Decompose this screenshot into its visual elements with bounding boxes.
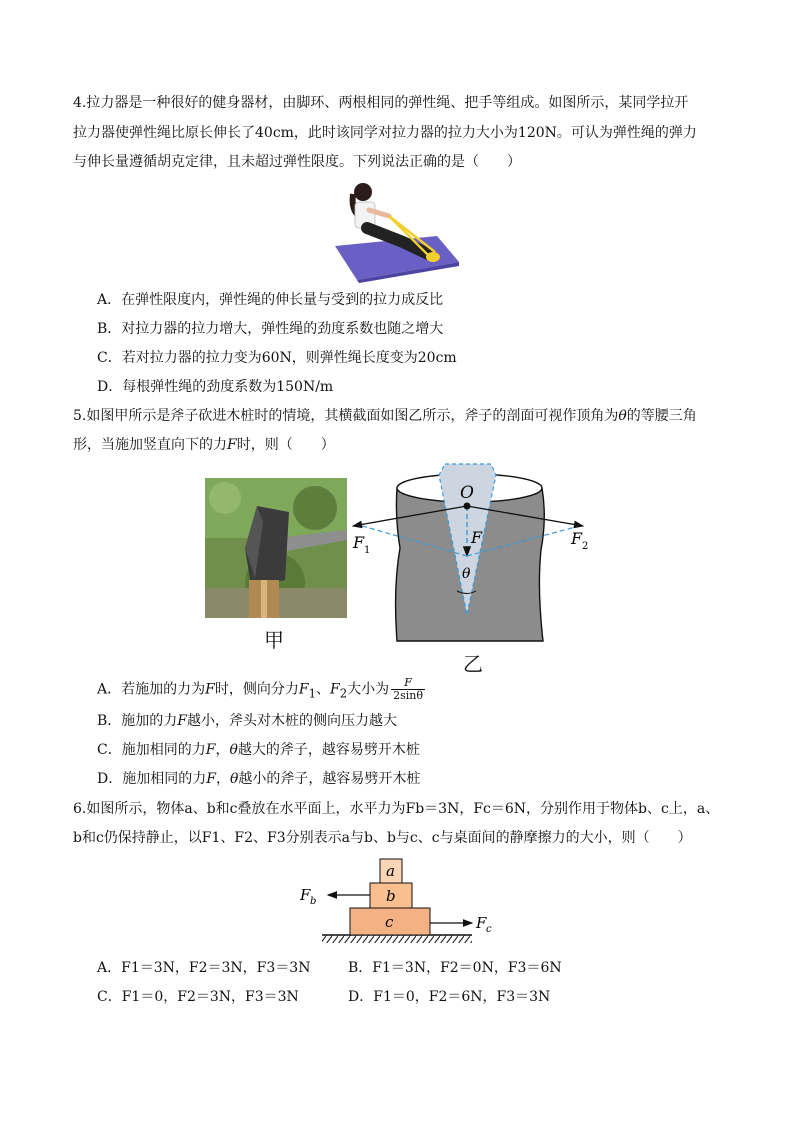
q6-stem-line-1: 6.如图所示，物体a、b和c叠放在水平面上，水平力为Fb＝3N，Fc＝6N，分别作用于物体b、c上，a、 (73, 801, 720, 817)
label-f: F (471, 528, 483, 547)
fraction-f-over-2sin-theta: $\frac{F}{2\sin\theta}$ (393, 676, 423, 702)
q5-stem-line-2: 形，当施加竖直向下的力F时，则（ ） (73, 437, 335, 453)
caption-yi: 乙 (463, 652, 483, 676)
label-fb-subscript: b (310, 896, 317, 907)
q5-option-b: B．施加的力F越小，斧头对木桩的侧向压力越大 (97, 713, 398, 729)
person-head (354, 183, 372, 201)
label-f1: F (353, 533, 365, 552)
label-o: O (460, 483, 474, 503)
label-fc-subscript: c (486, 924, 492, 935)
q4-stem-line-3: 与伸长量遵循胡克定律，且未超过弹性限度。下列说法正确的是（ ） (73, 154, 521, 170)
label-a: a (386, 862, 395, 880)
q5-option-d: D．施加相同的力F，θ越小的斧子，越容易劈开木桩 (97, 771, 421, 787)
label-f2-subscript: 2 (582, 541, 589, 552)
q4-option-b: B．对拉力器的拉力增大，弹性绳的劲度系数也随之增大 (97, 321, 444, 337)
label-c: c (385, 913, 394, 931)
q6-option-a: A．F1＝3N，F2＝3N，F3＝3N (97, 960, 311, 976)
q5-option-c: C．施加相同的力F，θ越大的斧子，越容易劈开木桩 (97, 742, 420, 758)
label-fc: F (476, 914, 487, 932)
q6-stem-line-2: b和c仍保持静止，以F1、F2、F3分别表示a与b、b与c、c与桌面间的静摩擦力的大小，则（ ） (73, 830, 692, 846)
stacked-blocks-diagram (296, 856, 506, 950)
q4-option-c: C．若对拉力器的拉力变为60N，则弹性绳长度变为20cm (97, 350, 457, 366)
q4-stem-line-1: 4.拉力器是一种很好的健身器材，由脚环、两根相同的弹性绳、把手等组成。如图所示，某同学拉开 (73, 95, 689, 111)
axe-cross-section-diagram (345, 458, 600, 648)
q5-stem-line-1: 5.如图甲所示是斧子砍进木桩时的情境，其横截面如图乙所示，斧子的剖面可视作顶角为θ的等腰三角 (73, 408, 697, 424)
label-f2: F (571, 529, 583, 548)
caption-jia: 甲 (264, 628, 284, 652)
label-b: b (386, 887, 396, 905)
ground-hatching (322, 935, 472, 943)
q5-option-a: A．若施加的力为F时，侧向分力$F_1$、$F_2$大小为 $\frac{F}{2\sin\theta}$ (97, 676, 423, 702)
q6-option-c: C．F1＝0，F2＝3N，F3＝3N (97, 989, 299, 1005)
axe-photo (205, 478, 347, 618)
q4-option-a: A．在弹性限度内，弹性绳的伸长量与受到的拉力成反比 (97, 292, 444, 308)
q4-option-d: D．每根弹性绳的劲度系数为150N/m (97, 379, 334, 395)
q6-option-b: B．F1＝3N，F2＝0N，F3＝6N (348, 960, 562, 976)
exerciser-photo (333, 180, 461, 283)
q6-option-d: D．F1＝0，F2＝6N，F3＝3N (348, 989, 551, 1005)
label-fb: F (300, 886, 311, 904)
label-theta: θ (462, 566, 471, 582)
label-f1-subscript: 1 (364, 545, 371, 556)
point-o (464, 503, 471, 510)
q4-stem-line-2: 拉力器使弹性绳比原长伸长了40cm，此时该同学对拉力器的拉力大小为120N。可认为弹性绳的弹力 (73, 125, 697, 141)
